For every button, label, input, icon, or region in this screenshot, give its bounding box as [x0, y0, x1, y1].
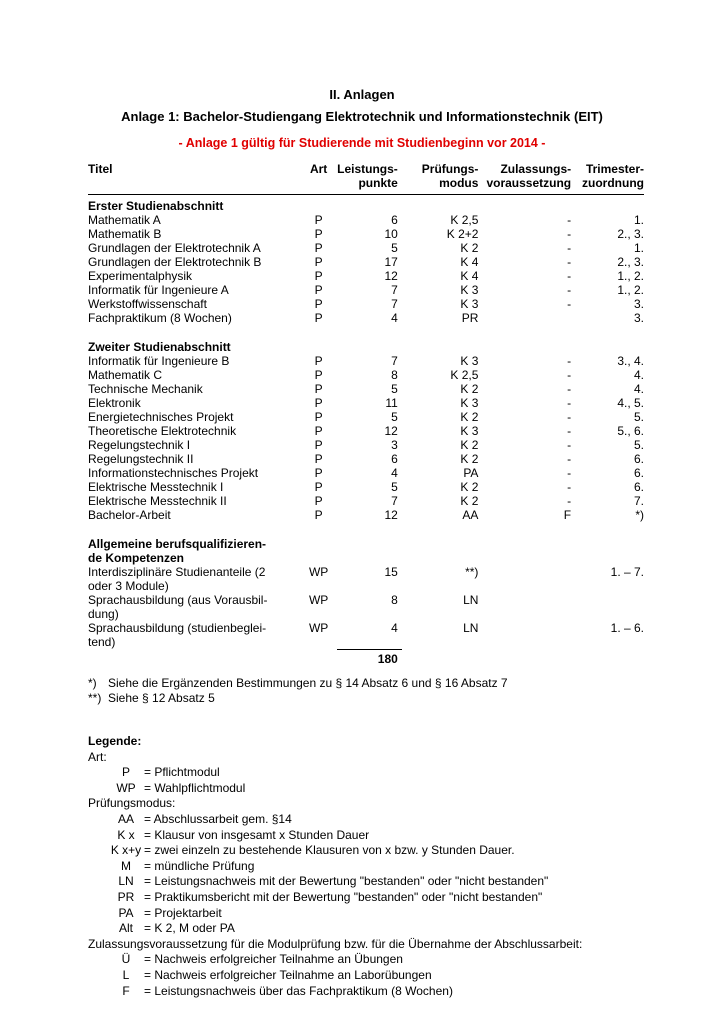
module-exam-mode: K 2	[460, 480, 479, 494]
module-prerequisite: -	[567, 494, 572, 508]
module-art: P	[314, 466, 323, 480]
module-trimester: 1.	[633, 241, 644, 255]
module-title: Experimentalphysik	[88, 269, 193, 283]
table-row	[88, 241, 644, 255]
module-title: Mathematik C	[88, 368, 163, 382]
module-exam-mode: LN	[463, 593, 479, 607]
legend-entry	[88, 952, 648, 968]
legend-entry	[88, 828, 648, 844]
module-exam-mode: K 2,5	[450, 368, 479, 382]
module-points: 12	[384, 508, 398, 522]
footnote-text: Siehe § 12 Absatz 5	[108, 691, 215, 705]
module-prerequisite: -	[567, 396, 572, 410]
module-points: 5	[391, 480, 398, 494]
module-art: P	[314, 424, 323, 438]
module-art: P	[314, 269, 323, 283]
table-row	[88, 452, 644, 466]
table-row	[88, 621, 644, 649]
module-table	[88, 162, 644, 666]
module-art: P	[314, 382, 323, 396]
module-exam-mode: K 2,5	[450, 213, 479, 227]
module-art: WP	[308, 565, 329, 579]
module-trimester: 3.	[633, 311, 644, 325]
legend-desc: = Nachweis erfolgreicher Teilnahme an Laborübungen	[144, 967, 432, 982]
table-row	[88, 227, 644, 241]
footnote	[88, 691, 508, 706]
module-trimester: 6.	[633, 466, 644, 480]
module-art: P	[314, 396, 323, 410]
legend-code: AA	[117, 811, 134, 826]
section-title-line: de Kompetenzen	[88, 551, 185, 565]
module-title: Elektronik	[88, 396, 141, 410]
module-prerequisite: -	[567, 466, 572, 480]
module-points: 4	[391, 311, 398, 325]
module-points: 6	[391, 213, 398, 227]
module-trimester: 4., 5.	[617, 396, 644, 410]
module-exam-mode: **)	[465, 565, 479, 579]
validity-note: - Anlage 1 gültig für Studierende mit Studienbeginn vor 2014 -	[178, 136, 546, 150]
module-title: Energietechnisches Projekt	[88, 410, 234, 424]
table-row	[88, 368, 644, 382]
legend-desc: = Abschlussarbeit gem. §14	[144, 811, 292, 826]
table-body	[88, 199, 644, 666]
legend-modus-label: Prüfungsmodus:	[88, 796, 176, 811]
section-title-2: Zweiter Studienabschnitt	[88, 340, 231, 354]
legend-code: WP	[116, 780, 136, 795]
table-row	[88, 213, 644, 227]
table-row	[88, 283, 644, 297]
module-points: 5	[391, 241, 398, 255]
module-exam-mode: K 2	[460, 438, 479, 452]
module-title: Informatik für Ingenieure A	[88, 283, 229, 297]
legend-entry	[88, 968, 648, 984]
module-trimester: 7.	[633, 494, 644, 508]
module-exam-mode: PA	[463, 466, 479, 480]
table-row	[88, 480, 644, 494]
table-row	[88, 508, 644, 522]
module-art: P	[314, 452, 323, 466]
footnote-mark: *)	[88, 676, 97, 690]
module-trimester: 3.	[633, 297, 644, 311]
module-prerequisite: -	[567, 213, 572, 227]
module-points: 6	[391, 452, 398, 466]
module-trimester: 4.	[633, 382, 644, 396]
footnote	[88, 676, 508, 691]
module-title: Regelungstechnik I	[88, 438, 191, 452]
module-trimester: *)	[635, 508, 644, 522]
module-title: Grundlagen der Elektrotechnik A	[88, 241, 261, 255]
module-points: 12	[384, 269, 398, 283]
module-trimester: 5., 6.	[617, 424, 644, 438]
legend-desc: = Praktikumsbericht mit der Bewertung "bestanden" oder "nicht bestanden"	[144, 889, 543, 904]
module-points: 3	[391, 438, 398, 452]
module-trimester: 1., 2.	[617, 269, 644, 283]
module-prerequisite: -	[567, 227, 572, 241]
legend-desc: = K 2, M oder PA	[144, 921, 235, 936]
table-row	[88, 466, 644, 480]
module-prerequisite	[486, 311, 575, 325]
module-title: Grundlagen der Elektrotechnik B	[88, 255, 262, 269]
legend-code: M	[121, 858, 131, 873]
module-prerequisite: -	[567, 297, 572, 311]
legend-entry	[88, 859, 648, 875]
module-title	[88, 565, 300, 593]
module-trimester: 3., 4.	[617, 354, 644, 368]
module-art: P	[314, 297, 323, 311]
module-exam-mode: AA	[462, 508, 479, 522]
module-art: P	[314, 368, 323, 382]
legend-code: Ü	[121, 952, 131, 967]
section-title-3	[88, 537, 644, 565]
document-title: Anlage 1: Bachelor-Studiengang Elektrotechnik und Informationstechnik (EIT)	[121, 109, 603, 124]
module-title-line: dung)	[88, 607, 119, 621]
module-points: 12	[384, 424, 398, 438]
module-trimester: 5.	[633, 438, 644, 452]
total-points: 180	[337, 649, 402, 666]
module-prerequisite	[486, 621, 575, 649]
module-title: Informatik für Ingenieure B	[88, 354, 230, 368]
module-title: Regelungstechnik II	[88, 452, 194, 466]
module-points: 7	[391, 283, 398, 297]
module-prerequisite: -	[567, 241, 572, 255]
table-row	[88, 424, 644, 438]
module-trimester: 6.	[633, 452, 644, 466]
module-art: P	[314, 255, 323, 269]
module-art: P	[314, 311, 323, 325]
module-exam-mode: K 2	[460, 241, 479, 255]
module-art: P	[314, 354, 323, 368]
table-row	[88, 255, 644, 269]
module-prerequisite: -	[567, 410, 572, 424]
module-prerequisite	[486, 593, 575, 621]
footnotes	[88, 676, 508, 706]
module-points: 8	[391, 593, 398, 607]
module-points: 7	[391, 354, 398, 368]
module-exam-mode: K 3	[460, 424, 479, 438]
module-title: Werkstoffwissenschaft	[88, 297, 207, 311]
section-title-line: Allgemeine berufsqualifizieren-	[88, 537, 267, 551]
module-title: Fachpraktikum (8 Wochen)	[88, 311, 232, 325]
table-header-row	[88, 162, 644, 195]
module-exam-mode: K 4	[460, 269, 479, 283]
module-trimester: 2., 3.	[617, 227, 644, 241]
module-trimester: 1.	[633, 213, 644, 227]
module-exam-mode: K 2	[460, 382, 479, 396]
module-title-line: oder 3 Module)	[88, 579, 169, 593]
legend-desc: = mündliche Prüfung	[144, 858, 255, 873]
legend-code: K x	[117, 827, 135, 842]
module-title: Mathematik A	[88, 213, 161, 227]
legend-code: L	[122, 967, 130, 982]
header-modus: Prüfungs- modus	[421, 162, 479, 190]
header-art: Art	[309, 162, 328, 176]
table-row	[88, 438, 644, 452]
table-row	[88, 565, 644, 593]
module-title: Technische Mechanik	[88, 382, 203, 396]
module-art: P	[314, 410, 323, 424]
legend-desc: = Leistungsnachweis mit der Bewertung "bestanden" oder "nicht bestanden"	[144, 874, 549, 889]
module-exam-mode: K 2	[460, 452, 479, 466]
module-prerequisite: -	[567, 438, 572, 452]
module-exam-mode: K 2	[460, 410, 479, 424]
legend-title: Legende:	[88, 734, 142, 748]
module-title: Mathematik B	[88, 227, 162, 241]
module-trimester: 6.	[633, 480, 644, 494]
legend-desc: = Klausur von insgesamt x Stunden Dauer	[144, 827, 370, 842]
module-title: Bachelor-Arbeit	[88, 508, 171, 522]
module-points: 4	[391, 621, 398, 635]
module-art: P	[314, 438, 323, 452]
table-row	[88, 297, 644, 311]
section-title-1: Erster Studienabschnitt	[88, 199, 224, 213]
legend-entry	[88, 906, 648, 922]
module-points: 11	[385, 396, 398, 410]
module-trimester: 1. – 6.	[610, 621, 644, 635]
module-trimester: 5.	[633, 410, 644, 424]
module-trimester: 2., 3.	[617, 255, 644, 269]
module-trimester	[575, 593, 644, 621]
table-row	[88, 396, 644, 410]
header-titel: Titel	[88, 162, 113, 176]
legend-code: PR	[117, 889, 135, 904]
legend-entry	[88, 984, 648, 1000]
module-title-line: Sprachausbildung (aus Vorausbil-	[88, 593, 268, 607]
legend-desc: = Wahlpflichtmodul	[144, 780, 246, 795]
module-prerequisite: -	[567, 424, 572, 438]
module-trimester: 4.	[633, 368, 644, 382]
legend-entry	[88, 781, 648, 797]
module-art: P	[314, 283, 323, 297]
module-art: P	[314, 227, 323, 241]
table-row	[88, 269, 644, 283]
module-title: Informationstechnisches Projekt	[88, 466, 259, 480]
table-row	[88, 494, 644, 508]
module-exam-mode: K 3	[460, 297, 479, 311]
module-exam-mode: K 2	[460, 494, 479, 508]
module-prerequisite: -	[567, 382, 572, 396]
legend-zulassung-label: Zulassungsvoraussetzung für die Modulprüfung bzw. für die Übernahme der Abschlussarbeit:	[88, 936, 583, 951]
table-row	[88, 410, 644, 424]
module-title	[88, 593, 300, 621]
module-prerequisite: -	[567, 255, 572, 269]
module-points: 8	[391, 368, 398, 382]
legend-entry	[88, 890, 648, 906]
module-points: 5	[391, 382, 398, 396]
legend-entry	[88, 765, 648, 781]
module-title-line: tend)	[88, 635, 116, 649]
module-exam-mode: K 3	[460, 396, 479, 410]
legend-code: PA	[118, 905, 134, 920]
table-row	[88, 354, 644, 368]
module-exam-mode: PR	[461, 311, 479, 325]
legend	[88, 734, 648, 999]
section-heading: II. Anlagen	[329, 87, 395, 102]
module-points: 7	[391, 297, 398, 311]
legend-entry	[88, 874, 648, 890]
module-art: P	[314, 494, 323, 508]
module-art: WP	[308, 621, 329, 635]
header-zulassung: Zulassungs- voraussetzung	[486, 162, 572, 190]
table-row	[88, 311, 644, 325]
module-exam-mode: K 3	[460, 283, 479, 297]
legend-code: Alt	[118, 921, 133, 936]
module-trimester: 1., 2.	[617, 283, 644, 297]
module-points: 4	[391, 466, 398, 480]
header-punkte: Leistungs- punkte	[337, 162, 398, 190]
legend-entry	[88, 812, 648, 828]
legend-code: K x+y	[110, 843, 142, 858]
legend-code: P	[121, 765, 130, 780]
module-prerequisite: -	[567, 368, 572, 382]
section-spacer	[88, 522, 644, 537]
module-title-line: Sprachausbildung (studienbeglei-	[88, 621, 267, 635]
legend-entry	[88, 921, 648, 937]
module-points: 7	[391, 494, 398, 508]
legend-desc: = Nachweis erfolgreicher Teilnahme an Übungen	[144, 952, 403, 967]
legend-desc: = Leistungsnachweis über das Fachpraktikum (8 Wochen)	[144, 983, 453, 998]
module-prerequisite: -	[567, 283, 572, 297]
module-prerequisite: -	[567, 269, 572, 283]
module-art: P	[314, 508, 323, 522]
module-art: P	[314, 480, 323, 494]
header-trimester: Trimester- zuordnung	[582, 162, 644, 190]
module-exam-mode: K 2+2	[446, 227, 479, 241]
module-title-line: Interdisziplinäre Studienanteile (2	[88, 565, 266, 579]
module-prerequisite: -	[567, 452, 572, 466]
legend-desc: = Projektarbeit	[144, 905, 222, 920]
section-spacer	[88, 325, 644, 340]
footnote-text: Siehe die Ergänzenden Bestimmungen zu § 14 Absatz 6 und § 16 Absatz 7	[108, 676, 508, 690]
footnote-mark: **)	[88, 691, 102, 705]
module-art: P	[314, 213, 323, 227]
table-row	[88, 382, 644, 396]
sum-row	[88, 649, 644, 666]
module-art: WP	[308, 593, 329, 607]
module-points: 17	[384, 255, 398, 269]
legend-desc: = zwei einzeln zu bestehende Klausuren von x bzw. y Stunden Dauer.	[144, 843, 515, 858]
legend-code: F	[122, 983, 130, 998]
module-art: P	[314, 241, 323, 255]
module-exam-mode: K 3	[460, 354, 479, 368]
module-points: 5	[391, 410, 398, 424]
module-points: 10	[384, 227, 398, 241]
legend-art-label: Art:	[88, 749, 107, 764]
table-row	[88, 593, 644, 621]
legend-desc: = Pflichtmodul	[144, 765, 220, 780]
module-trimester: 1. – 7.	[610, 565, 644, 579]
module-exam-mode: K 4	[460, 255, 479, 269]
module-title: Theoretische Elektrotechnik	[88, 424, 237, 438]
module-points: 15	[384, 565, 398, 579]
module-prerequisite: -	[567, 354, 572, 368]
module-title: Elektrische Messtechnik II	[88, 494, 227, 508]
module-title	[88, 621, 300, 649]
module-prerequisite	[486, 565, 575, 593]
module-exam-mode: LN	[463, 621, 479, 635]
module-prerequisite: F	[563, 508, 572, 522]
legend-code: LN	[118, 874, 134, 889]
legend-entry	[88, 843, 648, 859]
module-prerequisite: -	[567, 480, 572, 494]
module-title: Elektrische Messtechnik I	[88, 480, 224, 494]
